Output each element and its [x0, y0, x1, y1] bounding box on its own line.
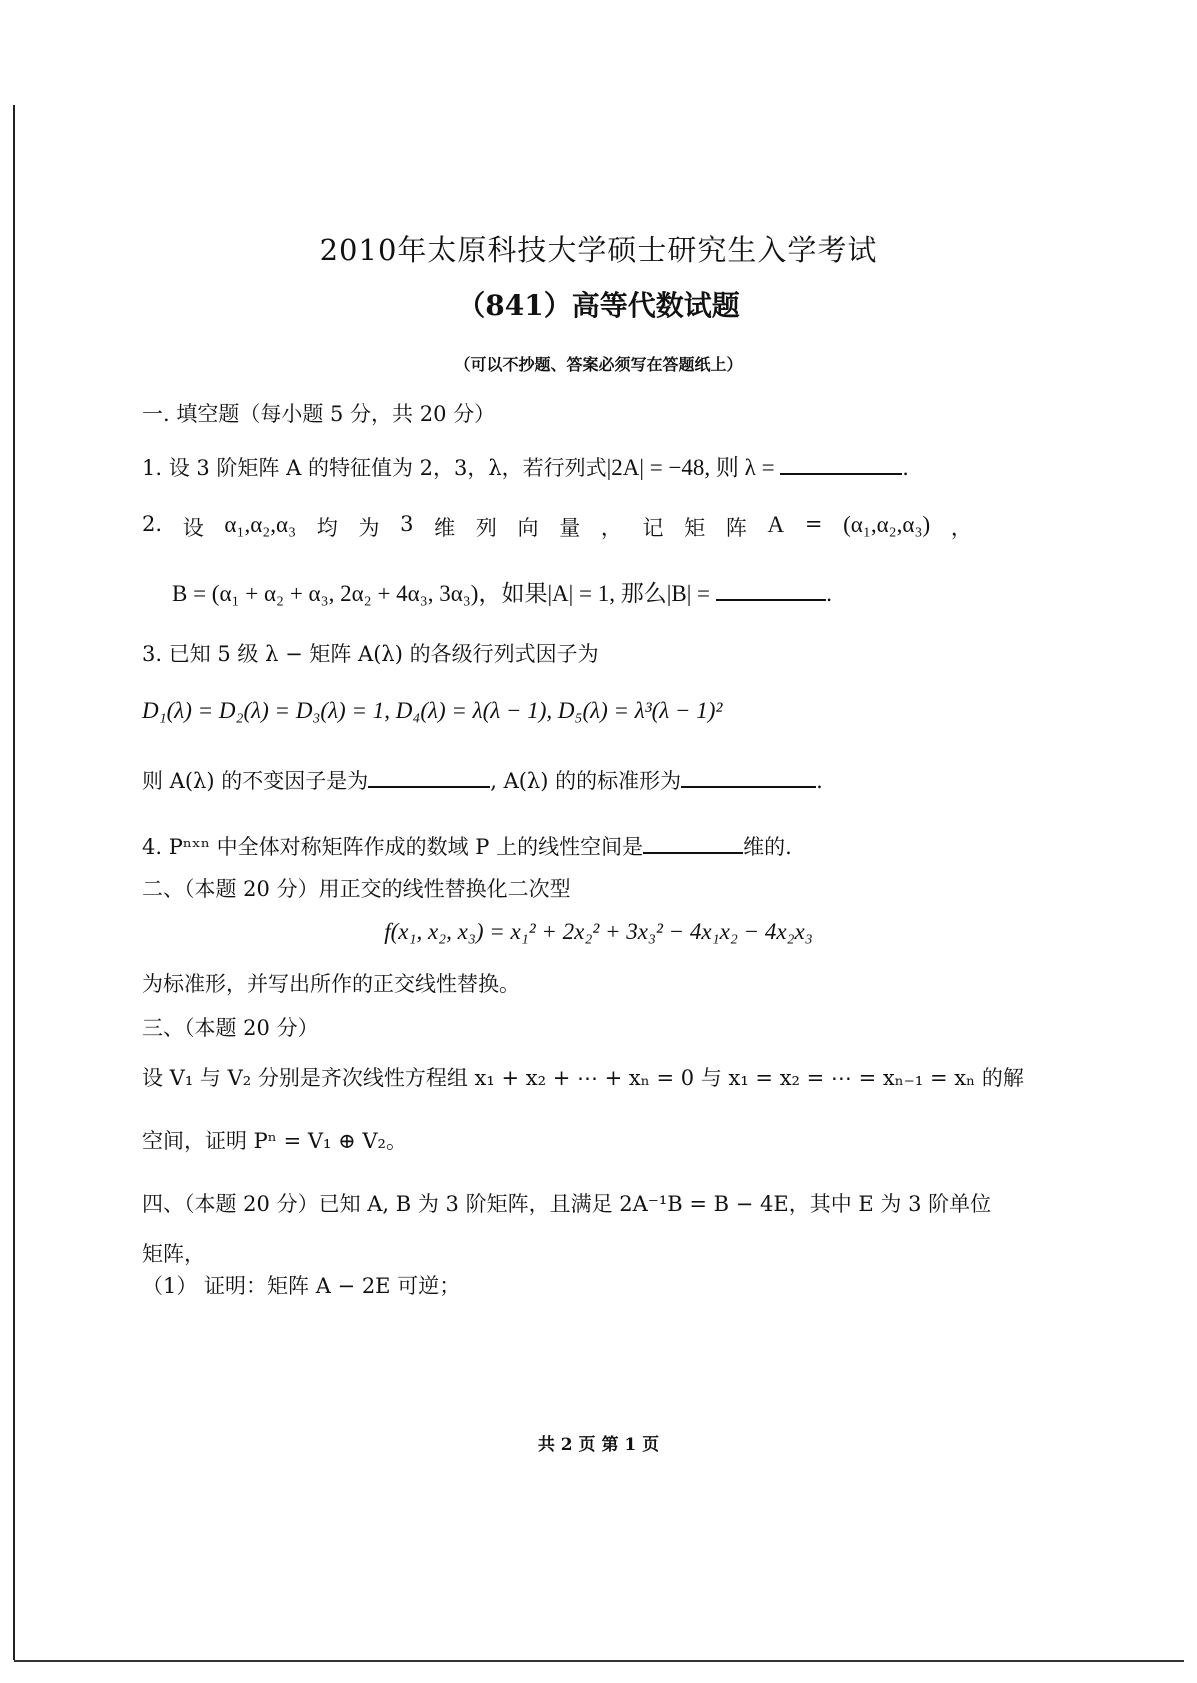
q2-token: 3: [400, 512, 414, 536]
q3-answer-blank-2: [681, 766, 816, 788]
q2-token: 2.: [142, 512, 163, 536]
q4-end: 维的.: [743, 835, 792, 859]
question-2-line1: [142, 512, 972, 542]
section3-heading: 三、（本题 20 分）: [142, 1016, 319, 1040]
question-3-line3: [142, 765, 823, 795]
q2-token: =: [804, 512, 823, 536]
exam-subtitle: （841）高等代数试题: [457, 289, 740, 322]
question-4: [142, 831, 792, 861]
question-3-line1: 3. 已知 5 级 λ − 矩阵 A(λ) 的各级行列式因子为: [142, 642, 599, 666]
section4-line2: 矩阵，: [142, 1242, 205, 1266]
exam-title: 2010年太原科技大学硕士研究生入学考试: [319, 233, 878, 267]
q3-answer-blank-1: [368, 766, 490, 788]
q2-token: 矩: [684, 516, 706, 540]
q2-token: 设: [182, 516, 204, 540]
q2-token: 列: [475, 516, 497, 540]
page-footer: 共 2 页 第 1 页: [537, 1435, 660, 1455]
q1-text: 1. 设 3 阶矩阵 A 的特征值为 2，3，λ，若行列式: [142, 456, 607, 480]
q2-token: 量: [559, 516, 581, 540]
q2-token: 维: [434, 516, 456, 540]
question-1: [142, 449, 909, 482]
q3-text-b: , A(λ) 的的标准形为: [490, 769, 682, 793]
q1-answer-blank: [780, 453, 902, 475]
q2-token: A: [767, 512, 785, 537]
section3-line2: 空间，证明 Pⁿ = V₁ ⊕ V₂。: [142, 1129, 407, 1153]
section2-heading: 二、（本题 20 分）用正交的线性替换化二次型: [142, 877, 571, 901]
q2-token: 记: [642, 516, 664, 540]
exam-note: （可以不抄题、答案必须写在答题纸上）: [454, 355, 743, 374]
q4-text: 4. Pⁿˣⁿ 中全体对称矩阵作成的数域 P 上的线性空间是: [142, 835, 644, 859]
q4-answer-blank: [643, 832, 743, 854]
q2-token: (α₁,α₂,α₃): [843, 512, 931, 537]
q3-text-a: 则 A(λ) 的不变因子是为: [142, 769, 369, 793]
q2-token: 为: [358, 516, 380, 540]
section4-line1: 四、（本题 20 分）已知 A, B 为 3 阶矩阵，且满足 2A⁻¹B = B − 4E，其中 E 为 3 阶单位: [142, 1192, 992, 1216]
section3-line1: 设 V₁ 与 V₂ 分别是齐次线性方程组 x₁ + x₂ + ⋯ + xₙ = 0 与 x₁ = x₂ = ⋯ = xₙ₋₁ = xₙ 的解: [142, 1066, 1024, 1090]
question-3-formula: D₁(λ) = D₂(λ) = D₃(λ) = 1, D₄(λ) = λ(λ − 1), D₅(λ) = λ³(λ − 1)²: [142, 698, 723, 723]
q2-token: α₁,α₂,α₃: [224, 512, 297, 537]
q2-math: B = (α₁ + α₂ + α₃, 2α₂ + 4α₃, 3α₃)，如果|A| = 1, 那么|B| =: [172, 581, 716, 606]
q2-end: .: [825, 582, 833, 606]
q1-end: .: [902, 456, 909, 480]
section4-item1: （1） 证明：矩阵 A − 2E 可逆；: [142, 1274, 461, 1298]
section2-formula: f(x₁, x₂, x₃) = x₁² + 2x₂² + 3x₃² − 4x₁x₂ − 4x₂x₃: [384, 919, 813, 944]
scan-edge-bottom: [14, 1660, 1184, 1662]
question-2-line2: [172, 575, 832, 608]
q2-token: ，: [950, 516, 972, 540]
section1-heading: 一. 填空题（每小题 5 分，共 20 分）: [142, 402, 496, 426]
q2-token: 向: [517, 516, 539, 540]
q3-end: .: [816, 769, 823, 793]
q1-math: |2A| = −48, 则 λ =: [606, 455, 781, 480]
section2-text: 为标准形，并写出所作的正交线性替换。: [142, 972, 520, 996]
q2-token: ，: [600, 516, 622, 540]
q2-token: 均: [316, 516, 338, 540]
q2-answer-blank: [716, 579, 826, 601]
scan-edge-left: [13, 105, 15, 1660]
q2-token: 阵: [725, 516, 747, 540]
